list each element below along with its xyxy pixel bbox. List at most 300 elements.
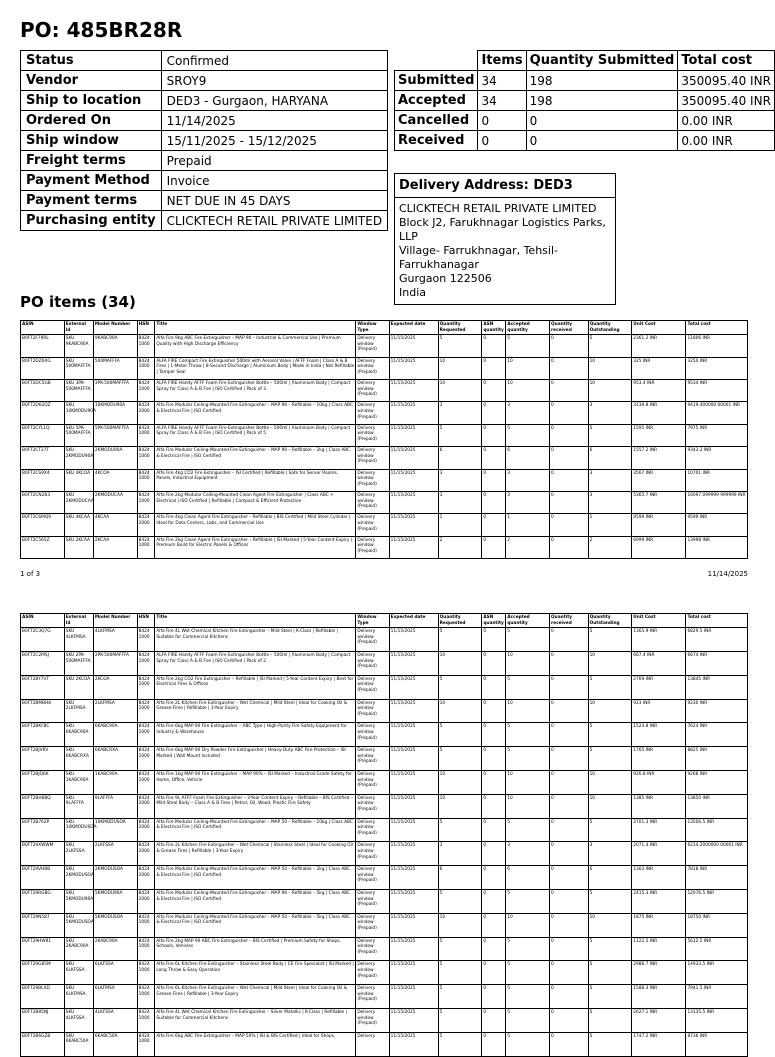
table-cell: 11/15/2025 — [389, 335, 438, 357]
table-cell: 5 — [506, 985, 550, 1009]
table-cell: 10 — [438, 699, 482, 723]
table-cell: 10 — [506, 699, 550, 723]
table-cell: 1524.8 INR — [632, 723, 686, 747]
table-cell: Delivery window (Prepaid) — [356, 747, 389, 771]
table-row — [21, 335, 748, 357]
table-cell: 0 — [482, 379, 506, 401]
table-cell: 5 — [506, 937, 550, 961]
table-cell: SKU 4LKFSSA — [64, 1008, 93, 1032]
table-cell: 9230 INR — [686, 699, 748, 723]
table-cell: 11/15/2025 — [389, 447, 438, 469]
table-cell: 0 — [550, 514, 589, 536]
table-cell: 10 — [506, 379, 550, 401]
table-cell: 5KMODUSOA — [93, 913, 137, 937]
address-line: Village- Farrukhnagar, Tehsil- Farrukhanagar — [399, 244, 558, 271]
table-cell: 8424 1000 — [137, 961, 155, 985]
table-cell: Alfa Fire Modular Ceiling-Mounted Fire Extinguisher – MAP 90 – Refillable – 10kg | Class ABC & Electrical Fire | ISO Certified — [155, 402, 356, 424]
table-cell: Delivery window (Prepaid) — [356, 723, 389, 747]
table-cell: 11/15/2025 — [389, 491, 438, 513]
items-column-header: Window Type — [356, 321, 389, 335]
table-cell: 10 — [506, 794, 550, 818]
table-cell: 1 — [438, 514, 482, 536]
table-cell: 0 — [482, 357, 506, 379]
table-cell: 2627.1 INR — [632, 1008, 686, 1032]
table-cell: 5 — [506, 747, 550, 771]
table-cell: 0 — [550, 889, 589, 913]
table-cell: B0FT2C565Z — [21, 536, 65, 558]
table-cell: 5 — [588, 723, 632, 747]
table-cell: 0 — [482, 747, 506, 771]
table-cell: 13850 INR — [686, 794, 748, 818]
table-cell: 13845 INR — [686, 675, 748, 699]
totals-cost: 350095.40 INR — [678, 71, 775, 91]
table-cell: Delivery window (Prepaid) — [356, 357, 389, 379]
table-cell: 0 — [550, 402, 589, 424]
table-cell: 5 — [506, 1032, 550, 1056]
totals-qty: 0 — [526, 131, 678, 151]
table-cell: SKU 2KMODU90A — [64, 447, 93, 469]
table-cell: 8424 1000 — [137, 747, 155, 771]
table-cell: Delivery window (Prepaid) — [356, 491, 389, 513]
table-cell: SKU 3PK-500MAFFFA — [64, 379, 93, 401]
table-cell: 3 — [588, 469, 632, 491]
table-cell: 8825 INR — [686, 747, 748, 771]
table-cell: Delivery window (Prepaid) — [356, 447, 389, 469]
table-cell: Alfa Fire 4L Wet Chemical Kitchen Fire Extinguisher – Mild Steel | K-Class | Refillable | Suitable for Commercial Kitchens — [155, 628, 356, 652]
table-cell: 2KCOA — [93, 675, 137, 699]
table-cell: 3 — [438, 842, 482, 866]
table-cell: B0FT29BLXD — [21, 985, 65, 1009]
items-column-header: Total cost — [686, 614, 748, 628]
table-cell: 0 — [482, 402, 506, 424]
info-row — [21, 151, 388, 171]
table-cell: 10 — [438, 794, 482, 818]
table-cell: 8424 1000 — [137, 723, 155, 747]
info-row — [21, 111, 388, 131]
table-cell: 1765 INR — [632, 747, 686, 771]
table-cell: 11/15/2025 — [389, 913, 438, 937]
table-cell: 1 — [506, 514, 550, 536]
table-cell: 325 INR — [632, 357, 686, 379]
table-cell: 2361.2 INR — [632, 335, 686, 357]
page-number: 1 of 3 — [20, 570, 41, 578]
table-cell: Delivery window (Prepaid) — [356, 335, 389, 357]
table-cell: 8424 1000 — [137, 866, 155, 890]
table-cell: 6 — [506, 866, 550, 890]
table-cell: 0 — [550, 447, 589, 469]
info-row — [21, 171, 388, 191]
table-cell: 5365.7 INR — [632, 491, 686, 513]
table-cell: 3 — [506, 491, 550, 513]
table-cell: SKU 500MAFFFA — [64, 357, 93, 379]
table-cell: 5 — [506, 889, 550, 913]
table-cell: B0FT2CT27T — [21, 447, 65, 469]
table-cell: 3 — [506, 469, 550, 491]
table-cell: 3250 INR — [686, 357, 748, 379]
totals-row — [395, 91, 775, 111]
items-header-row — [21, 614, 748, 628]
table-cell: 8424 1000 — [137, 770, 155, 794]
totals-qty: 198 — [526, 71, 678, 91]
table-cell: 3 — [438, 469, 482, 491]
table-cell: B0FT2BH6BQ — [21, 794, 65, 818]
table-cell: 6214.2000000 00001 INR — [686, 842, 748, 866]
table-cell: Delivery window (Prepaid) — [356, 937, 389, 961]
table-cell: 0 — [482, 1008, 506, 1032]
table-cell: 5 — [438, 889, 482, 913]
table-cell: B0FT29RGBG — [21, 889, 65, 913]
table-cell: B0FT2BJQ6K — [21, 770, 65, 794]
table-cell: 2769 INR — [632, 675, 686, 699]
table-cell: 2KCAA — [93, 536, 137, 558]
table-cell: 10KMODU90A — [93, 402, 137, 424]
table-cell: Alfa Fire 9kg ABC Fire Extinguisher – MAP 90 – Industrial & Commercial Use | Premium Quality with High Discharge Efficiency — [155, 335, 356, 357]
totals-header-items: Items — [478, 51, 526, 71]
table-cell: 11/15/2025 — [389, 937, 438, 961]
table-cell: 2LKFMSA — [93, 699, 137, 723]
totals-label: Received — [395, 131, 478, 151]
po-items-table-page1 — [20, 320, 748, 559]
info-value: SROY9 — [161, 71, 387, 91]
table-cell: SKU 6KABCRXA — [64, 747, 93, 771]
table-cell: 11/15/2025 — [389, 961, 438, 985]
table-cell: 0 — [550, 675, 589, 699]
table-cell: 0 — [550, 913, 589, 937]
table-cell: 0 — [482, 794, 506, 818]
table-cell: 2PK-500MAFFFA — [93, 651, 137, 675]
table-cell: 5 — [506, 424, 550, 446]
table-cell: SKU 2KMODUCAA — [64, 491, 93, 513]
table-cell: 11/15/2025 — [389, 699, 438, 723]
table-cell: 10 — [438, 379, 482, 401]
table-cell: SKU 9KABC90A — [64, 335, 93, 357]
table-cell: 8424 1000 — [137, 675, 155, 699]
table-cell: B0FT2B85NJ — [21, 1008, 65, 1032]
table-cell: SKU 5KMODUSOA — [64, 913, 93, 937]
items-column-header: Quantity Outstanding — [588, 614, 632, 628]
table-row — [21, 675, 748, 699]
info-label: Payment Method — [21, 171, 162, 191]
table-row — [21, 699, 748, 723]
table-cell: 8424 1000 — [137, 1032, 155, 1056]
table-cell: B0FT2BKF8C — [21, 723, 65, 747]
table-cell: 8424 1000 — [137, 913, 155, 937]
table-cell: B0FT2CN2B3 — [21, 491, 65, 513]
table-cell: 6829.5 INR — [686, 628, 748, 652]
table-cell: 5 — [588, 985, 632, 1009]
table-cell: 10 — [588, 357, 632, 379]
table-cell: 9LAFFFA — [93, 794, 137, 818]
table-cell: Alfa Fire 2L Kitchen Fire Extinguisher – Wet Chemical | Mild Steel | Ideal for Cooking Oil & Grease Fires | Refillable | 3-Year Expiry — [155, 699, 356, 723]
table-row — [21, 536, 748, 558]
table-cell: 0 — [482, 913, 506, 937]
table-cell: 0 — [550, 866, 589, 890]
table-cell: Delivery window (Prepaid) — [356, 913, 389, 937]
items-column-header: HSN — [137, 614, 155, 628]
table-cell: 0 — [482, 651, 506, 675]
table-cell: 13135.5 INR — [686, 1008, 748, 1032]
table-cell: Alfa Fire 6kg ABC Fire Extinguisher – MAP 50% | ISI & BIS Certified | Ideal for Shops, — [155, 1032, 356, 1056]
table-cell: 2 — [506, 536, 550, 558]
table-cell: ALFA FIRE Handy AFFF Foam Fire Extinguisher Bottle – 500ml | Aluminium Body | Compact Spray for Class A & B Fire | ISO Certified | Pack of 2 — [155, 651, 356, 675]
table-cell: 8424 1000 — [137, 699, 155, 723]
table-cell: 2KMODUSOA — [93, 866, 137, 890]
totals-row — [395, 131, 775, 151]
table-cell: 10 — [588, 651, 632, 675]
table-cell: 7624 INR — [686, 723, 748, 747]
table-cell: 5 — [438, 937, 482, 961]
delivery-address-body — [395, 198, 615, 304]
table-cell: Delivery window (Prepaid) — [356, 379, 389, 401]
table-cell: SKU 2KCOA — [64, 675, 93, 699]
table-cell: 5 — [506, 818, 550, 842]
table-cell: 0 — [550, 794, 589, 818]
table-cell: 6999 INR — [632, 536, 686, 558]
table-row — [21, 770, 748, 794]
items-column-header: Quantity Requested — [438, 321, 482, 335]
table-cell: Alfa Fire 6L Kitchen Fire Extinguisher – Stainless Steel Body | CE Fire Specialist | ISI Marked | Long Throw & Easy Operation — [155, 961, 356, 985]
table-cell: 10 — [506, 913, 550, 937]
address-line: CLICKTECH RETAIL PRIVATE LIMITED — [399, 202, 597, 215]
table-cell: 11/15/2025 — [389, 1032, 438, 1056]
table-cell: 2 — [438, 536, 482, 558]
table-row — [21, 402, 748, 424]
table-cell: 3PK-500MAFFFA — [93, 379, 137, 401]
address-line: Gurgaon 122506 — [399, 272, 492, 285]
table-cell: Delivery window (Prepaid) — [356, 424, 389, 446]
table-cell: B0FT29HW91 — [21, 937, 65, 961]
table-cell: 1303 INR — [632, 866, 686, 890]
table-cell: 1875 INR — [632, 913, 686, 937]
table-cell: Alfa Fire Modular Ceiling-Mounted Fire Extinguisher – MAP 50 – Refillable – 2kg | Class ABC & Electrical Fire | ISO Certified — [155, 866, 356, 890]
table-cell: 6KABC90A — [93, 723, 137, 747]
table-cell: Delivery window (Prepaid) — [356, 794, 389, 818]
table-cell: 0 — [550, 818, 589, 842]
table-cell: B0FT2BY7VT — [21, 675, 65, 699]
table-cell: 1557.2 INR — [632, 447, 686, 469]
table-cell: 5 — [438, 628, 482, 652]
table-cell: 0 — [482, 770, 506, 794]
info-label: Purchasing entity — [21, 211, 162, 231]
table-cell: 0 — [550, 699, 589, 723]
table-cell: SKU 2KABC90A — [64, 937, 93, 961]
table-cell: 5 — [506, 675, 550, 699]
table-cell: 11/15/2025 — [389, 402, 438, 424]
table-cell: 5 — [588, 1008, 632, 1032]
table-cell: 9599 INR — [686, 514, 748, 536]
info-value: 15/11/2025 - 15/12/2025 — [161, 131, 387, 151]
table-cell: 0 — [550, 491, 589, 513]
totals-cost: 0.00 INR — [678, 111, 775, 131]
info-value: Confirmed — [161, 51, 387, 71]
table-cell: Alfa Fire Modular Ceiling-Mounted Fire Extinguisher – MAP 90 – Refillable – 5kg | Class ABC & Electrical Fire | ISO Certified — [155, 889, 356, 913]
table-cell: 1385 INR — [632, 794, 686, 818]
table-cell: 8424 1000 — [137, 424, 155, 446]
table-cell: 11/15/2025 — [389, 770, 438, 794]
table-cell: 0 — [550, 723, 589, 747]
table-cell: 10 — [506, 770, 550, 794]
table-cell: B0FT29G85M — [21, 961, 65, 985]
table-cell: 8424 1000 — [137, 379, 155, 401]
table-cell: SKU 10KMODU90A — [64, 402, 93, 424]
table-cell: 5 — [506, 628, 550, 652]
table-cell: SKU 4KCOA — [64, 469, 93, 491]
table-cell: 8424 1000 — [137, 447, 155, 469]
table-cell: 0 — [482, 699, 506, 723]
totals-qty: 0 — [526, 111, 678, 131]
table-cell: 953.4 INR — [632, 379, 686, 401]
items-column-header: Expected date — [389, 321, 438, 335]
table-cell: 8424 1000 — [137, 469, 155, 491]
table-cell: 2KMODU90A — [93, 447, 137, 469]
table-cell: Delivery window (Prepaid) — [356, 842, 389, 866]
table-cell: B0FT2B6GZ8 — [21, 1032, 65, 1056]
items-column-header: Quantity Outstanding — [588, 321, 632, 335]
info-row — [21, 71, 388, 91]
table-cell: 0 — [550, 1008, 589, 1032]
table-cell: 5 — [506, 961, 550, 985]
table-cell: 0 — [482, 469, 506, 491]
table-cell: 9268 INR — [686, 770, 748, 794]
table-row — [21, 514, 748, 536]
table-cell: 11/15/2025 — [389, 357, 438, 379]
table-cell: 0 — [482, 866, 506, 890]
table-cell: 6 — [588, 447, 632, 469]
table-cell: 10 — [588, 913, 632, 937]
table-cell: 4LKFSSA — [93, 1008, 137, 1032]
items-column-header: Title — [155, 614, 356, 628]
po-items-title: PO items (34) — [20, 293, 136, 311]
table-cell: 1747.2 INR — [632, 1032, 686, 1056]
table-cell: 926.8 INR — [632, 770, 686, 794]
items-column-header: ASN quantity — [482, 321, 506, 335]
address-line: Block J2, Farukhnagar Logistics Parks, LLP — [399, 216, 606, 243]
items-column-header: HSN — [137, 321, 155, 335]
info-value: CLICKTECH RETAIL PRIVATE LIMITED — [161, 211, 387, 231]
table-cell: 10 — [506, 651, 550, 675]
table-cell: 11/15/2025 — [389, 536, 438, 558]
table-row — [21, 937, 748, 961]
info-value: Invoice — [161, 171, 387, 191]
table-cell: 11/15/2025 — [389, 379, 438, 401]
items-column-header: Quantity received — [550, 614, 589, 628]
table-cell: Alfa Fire Modular Ceiling-Mounted Fire Extinguisher – MAP 50 – Refillable – 5kg | Class ABC & Electrical Fire | ISO Certified — [155, 913, 356, 937]
table-cell: 8424 1000 — [137, 842, 155, 866]
table-cell: 3 — [588, 402, 632, 424]
table-cell: 5 — [506, 723, 550, 747]
table-cell: Alfa Fire 4L Wet Chemical Kitchen Fire Extinguisher – Silver Metallic | K-Class | Refillable | Suitable for Commercial Kitchens — [155, 1008, 356, 1032]
table-cell: B0FT2C6MQ9 — [21, 514, 65, 536]
print-date: 11/14/2025 — [707, 570, 748, 578]
table-row — [21, 491, 748, 513]
table-cell: 5 — [438, 335, 482, 357]
totals-items: 0 — [478, 111, 526, 131]
table-cell: B0FT2DZ6XG — [21, 357, 65, 379]
table-cell: 0 — [550, 469, 589, 491]
table-cell: Delivery window (Prepaid) — [356, 985, 389, 1009]
table-row — [21, 747, 748, 771]
table-cell: 11/15/2025 — [389, 794, 438, 818]
totals-items: 34 — [478, 91, 526, 111]
table-cell: 11/15/2025 — [389, 675, 438, 699]
table-cell: 10 — [588, 770, 632, 794]
delivery-address-title: Delivery Address: DED3 — [395, 174, 615, 198]
table-cell: 10 — [506, 357, 550, 379]
table-cell: 500MAFFFA — [93, 357, 137, 379]
table-cell: 5 — [438, 424, 482, 446]
table-row — [21, 628, 748, 652]
totals-row — [395, 111, 775, 131]
table-cell: 0 — [550, 651, 589, 675]
table-cell: 7975 INR — [686, 424, 748, 446]
table-row — [21, 469, 748, 491]
table-cell: 8424 1000 — [137, 357, 155, 379]
table-row — [21, 985, 748, 1009]
table-cell: SKU 4KCAA — [64, 514, 93, 536]
table-cell: SKU 5PK-500MAFFFA — [64, 424, 93, 446]
table-cell: Delivery window (Prepaid) — [356, 699, 389, 723]
table-cell: 5 — [588, 1032, 632, 1056]
info-row — [21, 191, 388, 211]
table-cell: 6 — [506, 447, 550, 469]
table-cell: SKU 1KABC90A — [64, 770, 93, 794]
items-column-header: Unit Cost — [632, 321, 686, 335]
table-cell: 10 — [438, 913, 482, 937]
table-cell: B0FT2CS9X4 — [21, 469, 65, 491]
table-cell: Alfa Fire Modular Ceiling-Mounted Fire Extinguisher – MAP 90 – Refillable – 2kg | Class ABC & Electrical Fire | ISO Certified — [155, 447, 356, 469]
table-cell: 13506.5 INR — [686, 818, 748, 842]
table-cell: B0FT2DC5GB — [21, 379, 65, 401]
totals-label: Accepted — [395, 91, 478, 111]
table-cell: Alfa Fire 1kg MAP 90 Fire Extinguisher – MAP 90% – ISI Marked – Industrial Grade Safety for Home, Office, Vehicle — [155, 770, 356, 794]
info-row — [21, 211, 388, 231]
table-cell: ALFA FIRE Compact Fire Extinguisher 500ml with Aerosol Valve | AFFF Foam | Class A & B Fires | 1-Meter Throw | 8-Second Discharge | Aluminium Body | Made in India | Not Refillable | Tamper Seal — [155, 357, 356, 379]
table-cell: 9419.400000 00001 INR — [686, 402, 748, 424]
totals-qty: 198 — [526, 91, 678, 111]
table-cell: B0FT2D62QZ — [21, 402, 65, 424]
table-cell: Alfa Fire 2kg Modular Ceiling-Mounted Clean Agent Fire Extinguisher | Class ABC + Electrical | ISO Certified | Refillable | Compact & Efficient Protection — [155, 491, 356, 513]
table-cell: 0 — [482, 628, 506, 652]
table-cell: 5 — [588, 675, 632, 699]
items-column-header: External Id — [64, 614, 93, 628]
table-cell: Alfa Fire 9L AFFF Foam Fire Extinguisher – 3-Year Content Expiry – Refillable – BIS Certified – Mild Steel Body – Class A & B Fires | Petrol, Oil, Wood, Plastic Fire Safety — [155, 794, 356, 818]
table-cell: SKU 4LKFMSA — [64, 628, 93, 652]
table-cell: 5 — [506, 335, 550, 357]
table-cell: 5 — [438, 1008, 482, 1032]
table-cell: 8424 1000 — [137, 1008, 155, 1032]
table-cell: 2415.3 INR — [632, 889, 686, 913]
table-cell: SKU 2PK-500MAFFFA — [64, 651, 93, 675]
table-cell: 6674 INR — [686, 651, 748, 675]
table-cell: Alfa Fire 4kg Clean Agent Fire Extinguisher – Refillable | BIS Certified | Mild Steel Cylinder | Ideal for Data Centers, Labs, and Commercial Use — [155, 514, 356, 536]
table-cell: 0 — [550, 424, 589, 446]
table-cell: 4LKFMSA — [93, 628, 137, 652]
table-cell: Delivery window (Prepaid) — [356, 889, 389, 913]
table-cell: 0 — [482, 961, 506, 985]
info-row — [21, 51, 388, 71]
table-cell: SKU 2KCAA — [64, 536, 93, 558]
items-column-header: ASIN — [21, 321, 65, 335]
items-column-header: Accepted quantity — [506, 321, 550, 335]
table-cell: 9599 INR — [632, 514, 686, 536]
table-cell: 10 — [438, 357, 482, 379]
info-value: 11/14/2025 — [161, 111, 387, 131]
table-cell: 0 — [550, 961, 589, 985]
table-cell: 7818 INR — [686, 866, 748, 890]
table-cell: B0FT2CYL1Q — [21, 424, 65, 446]
table-cell: Delivery window (Prepaid) — [356, 818, 389, 842]
table-cell: 0 — [550, 747, 589, 771]
